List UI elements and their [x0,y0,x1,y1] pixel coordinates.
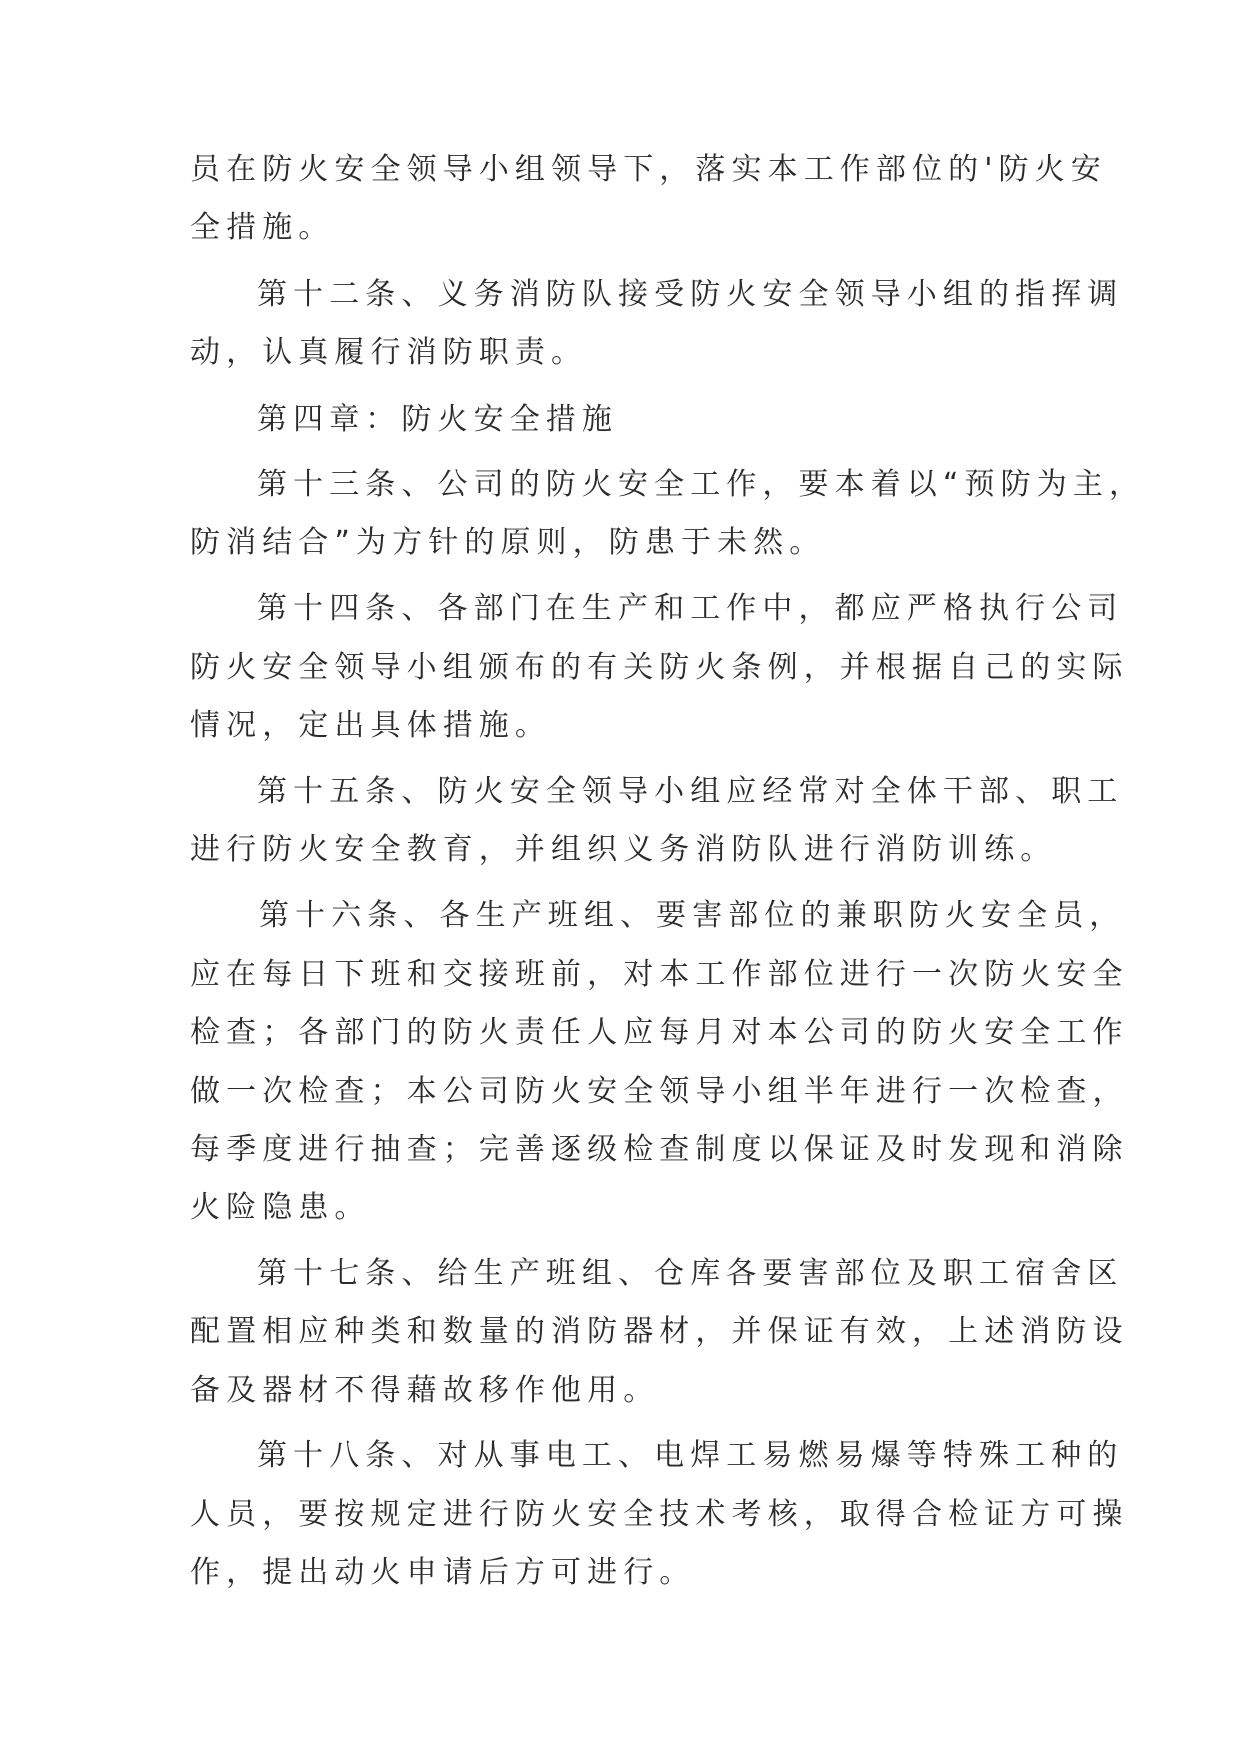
text-line: 第十六条、各生产班组、要害部位的兼职防火安全员， [259,898,1126,933]
text-line: 进行防火安全教育，并组织义务消防队进行消防训练。 [190,832,1057,867]
text-line: 全措施。 [190,210,335,245]
text-line: 做一次检查；本公司防火安全领导小组半年进行一次检查， [190,1074,1129,1109]
text-line: 人员，要按规定进行防火安全技术考核，取得合检证方可操 [190,1497,1129,1532]
text-line: 第十七条、给生产班组、仓库各要害部位及职工宿舍区 [257,1256,1124,1291]
text-line: 第十五条、防火安全领导小组应经常对全体干部、职工 [257,774,1124,809]
text-line: 第十四条、各部门在生产和工作中，都应严格执行公司 [257,591,1124,626]
text-line: 检查；各部门的防火责任人应每月对本公司的防火安全工作 [190,1015,1129,1050]
text-line: 第十三条、公司的防火安全工作，要本着以“预防为主， [257,467,1146,502]
text-line: 第十二条、义务消防队接受防火安全领导小组的指挥调 [257,277,1124,312]
text-line: 情况，定出具体措施。 [190,708,551,743]
text-line: 防火安全领导小组颁布的有关防火条例，并根据自己的实际 [190,650,1129,685]
text-line: 应在每日下班和交接班前，对本工作部位进行一次防火安全 [190,957,1129,992]
text-line: 配置相应种类和数量的消防器材，并保证有效，上述消防设 [190,1314,1129,1349]
text-line: 员在防火安全领导小组领导下，落实本工作部位的'防火安 [190,152,1107,187]
text-line: 备及器材不得藉故移作他用。 [190,1373,660,1408]
text-line: 每季度进行抽查；完善逐级检查制度以保证及时发现和消除 [190,1132,1129,1167]
text-line: 动，认真履行消防职责。 [190,335,588,370]
text-line: 防消结合”为方针的原则，防患于未然。 [190,525,826,560]
text-line: 第十八条、对从事电工、电焊工易燃易爆等特殊工种的 [257,1438,1124,1473]
text-line: 火险隐患。 [190,1190,371,1225]
chapter-heading: 第四章：防火安全措施 [257,402,618,437]
text-line: 作，提出动火申请后方可进行。 [190,1555,696,1590]
